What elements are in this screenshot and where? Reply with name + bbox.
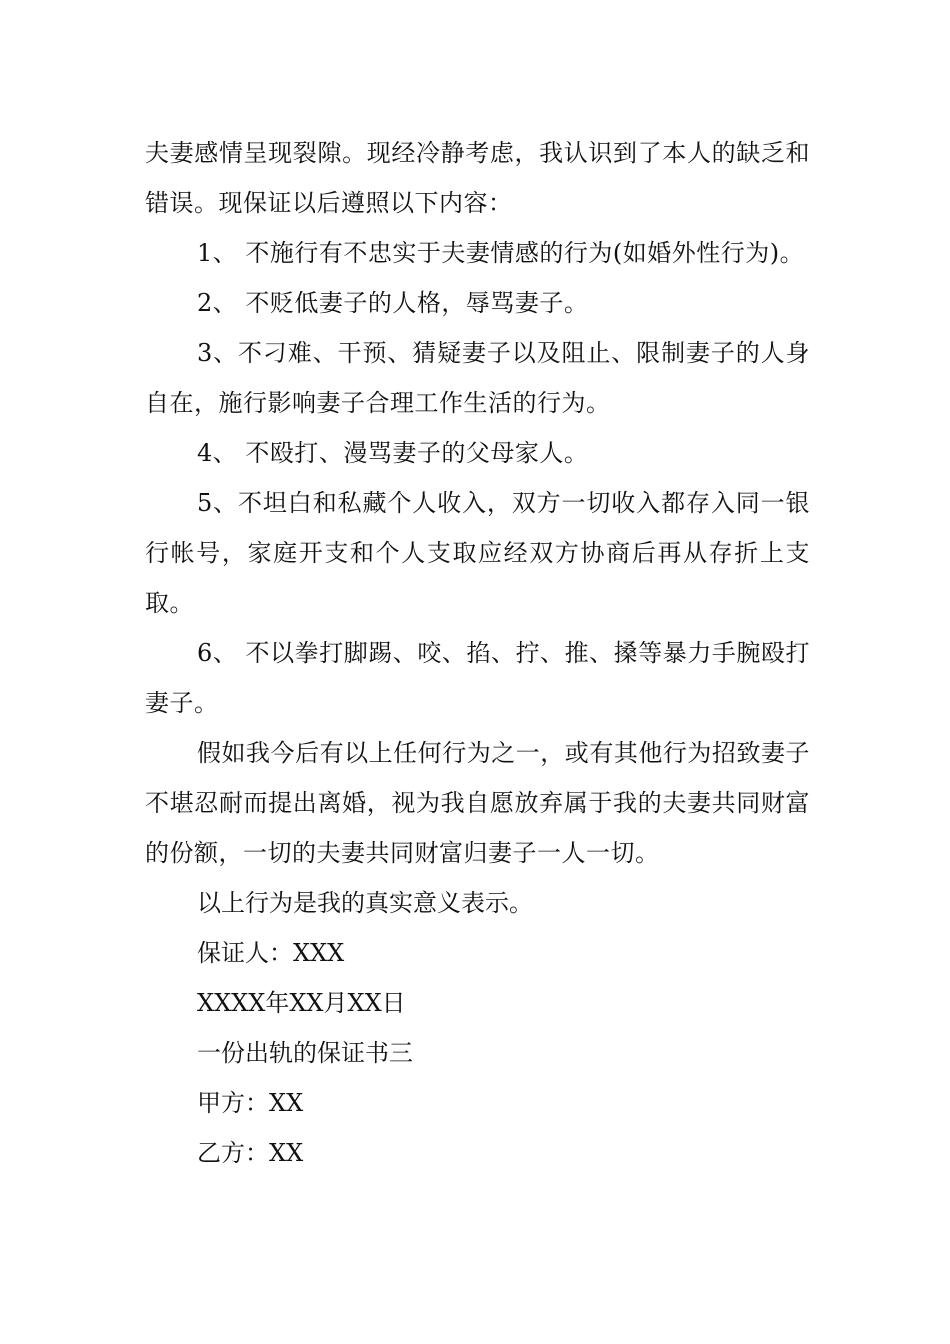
clause-3: 3、不刁难、干预、猜疑妻子以及阻止、限制妻子的人身自在，施行影响妻子合理工作生活的行为。 [145,339,810,417]
section-title: 一份出轨的保证书三 [197,1039,413,1067]
clause-1: 1、 不施行有不忠实于夫妻情感的行为(如婚外性行为)。 [197,239,805,267]
paragraph-consequence: 假如我今后有以上任何行为之一，或有其他行为招致妻子不堪忍耐而提出离婚，视为我自愿放弃属于我的夫妻共同财富的份额，一切的夫妻共同财富归妻子一人一切。 [145,739,810,867]
party-a-line: 甲方：XX [197,1089,304,1117]
paragraph-intro: 夫妻感情呈现裂隙。现经冷静考虑，我认识到了本人的缺乏和错误。现保证以后遵照以下内容： [145,139,810,217]
party-b-line: 乙方：XX [197,1139,304,1167]
guarantor-line: 保证人：XXX [197,939,345,967]
clause-2: 2、 不贬低妻子的人格，辱骂妻子。 [197,289,589,317]
paragraph-declaration: 以上行为是我的真实意义表示。 [197,889,533,917]
document-body [145,128,810,1178]
clause-6: 6、 不以拳打脚踢、咬、掐、拧、推、搡等暴力手腕殴打妻子。 [145,639,810,717]
date-line: XXXX年XX月XX日 [197,989,406,1017]
clause-5: 5、不坦白和私藏个人收入，双方一切收入都存入同一银行帐号，家庭开支和个人支取应经双方协商后再从存折上支取。 [145,489,810,617]
clause-4: 4、 不殴打、漫骂妻子的父母家人。 [197,439,589,467]
